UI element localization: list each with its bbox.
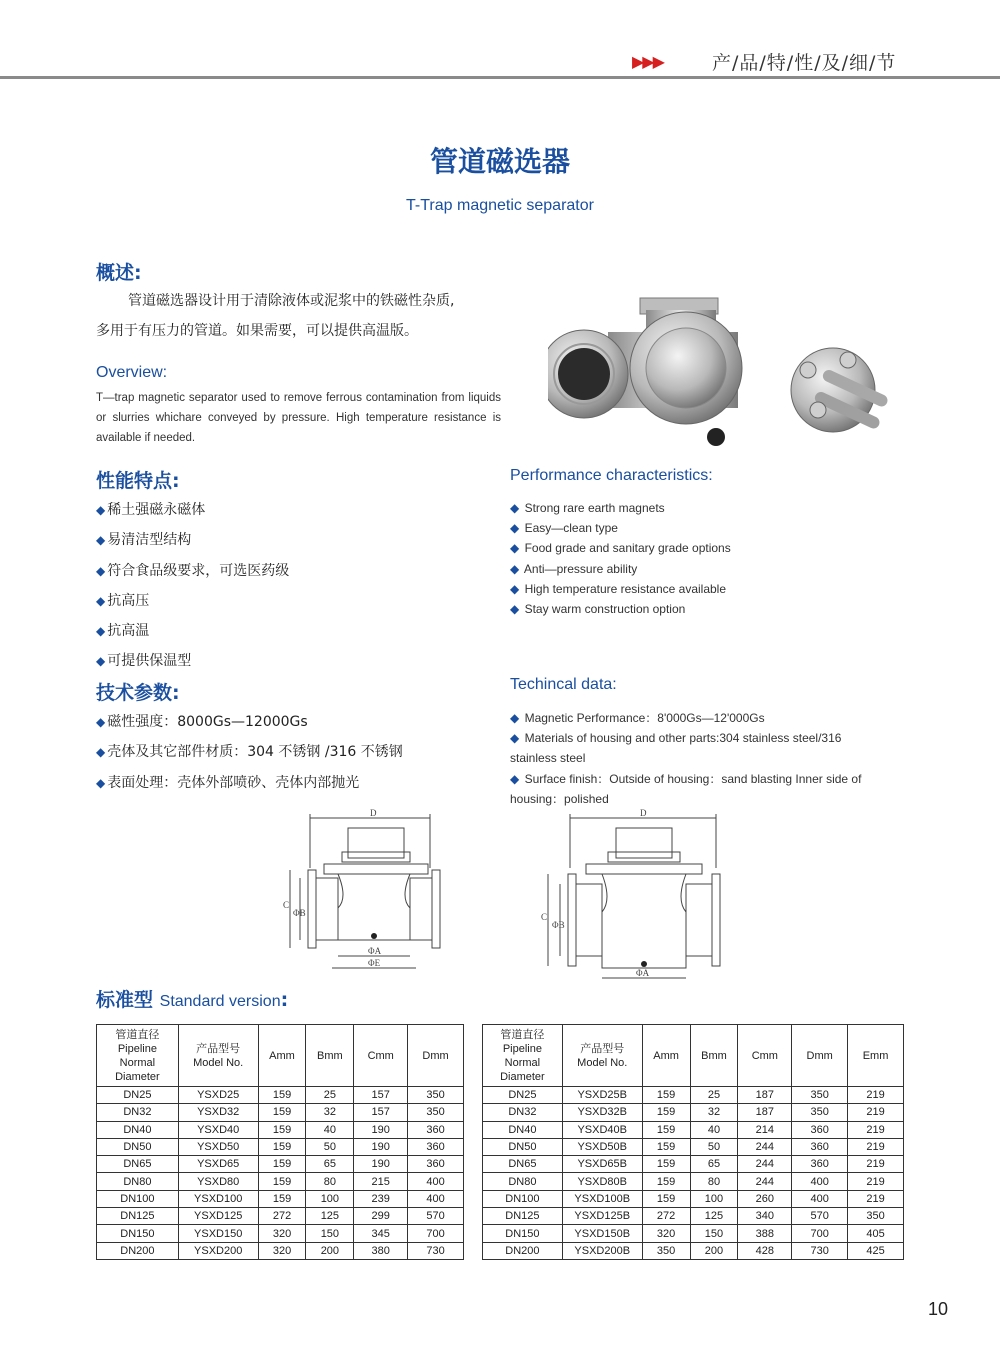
technical-heading-en: Techincal data: xyxy=(510,676,617,693)
table-cell: 425 xyxy=(848,1242,904,1259)
table-header-row xyxy=(483,1025,904,1087)
table-row xyxy=(483,1173,904,1190)
table-cell: 159 xyxy=(642,1104,690,1121)
table-cell: 400 xyxy=(408,1173,464,1190)
table-row xyxy=(97,1156,464,1173)
table-cell: 159 xyxy=(258,1190,306,1207)
table-row xyxy=(97,1173,464,1190)
table-cell: 350 xyxy=(408,1087,464,1104)
dim-label-a: ΦA xyxy=(636,968,650,978)
table-cell: DN125 xyxy=(97,1208,179,1225)
table-cell: YSXD25 xyxy=(178,1087,258,1104)
product-title-cn: 管道磁选器 xyxy=(429,145,570,178)
table-cell: DN32 xyxy=(483,1104,563,1121)
table-row xyxy=(97,1104,464,1121)
table-row xyxy=(97,1087,464,1104)
performance-list-cn xyxy=(96,500,289,682)
column-header: 产品型号 Model No. xyxy=(178,1025,258,1087)
table-cell: DN40 xyxy=(483,1121,563,1138)
table-cell: 159 xyxy=(642,1156,690,1173)
table-cell: 400 xyxy=(408,1190,464,1207)
table-cell: 190 xyxy=(354,1156,408,1173)
table-cell: 150 xyxy=(690,1225,738,1242)
table-cell: 159 xyxy=(258,1087,306,1104)
table-row xyxy=(483,1104,904,1121)
list-item: ◆ 壳体及其它部件材质：304 不锈钢 /316 不锈钢 xyxy=(96,744,403,761)
table-row xyxy=(97,1190,464,1207)
standard-heading: 标准型 Standard version: xyxy=(96,989,289,1011)
table-cell: 320 xyxy=(258,1225,306,1242)
diamond-bullet-icon: ◆ xyxy=(96,503,106,517)
table-row xyxy=(483,1225,904,1242)
table-row xyxy=(483,1087,904,1104)
table-cell: YSXD150B xyxy=(562,1225,642,1242)
column-header: Amm xyxy=(642,1025,690,1087)
diamond-bullet-icon: ◆ xyxy=(96,775,106,790)
table-cell: 360 xyxy=(792,1121,848,1138)
table-cell: 157 xyxy=(354,1087,408,1104)
table-cell: 80 xyxy=(690,1173,738,1190)
technical-list-cn xyxy=(96,712,403,803)
list-item: ◆ 表面处理：壳体外部喷砂、壳体内部抛光 xyxy=(96,774,360,791)
table-cell: 350 xyxy=(792,1104,848,1121)
table-cell: 380 xyxy=(354,1242,408,1259)
table-cell: YSXD65B xyxy=(562,1156,642,1173)
table-row xyxy=(97,1242,464,1259)
table-cell: 350 xyxy=(408,1104,464,1121)
table-cell: 219 xyxy=(848,1156,904,1173)
table-cell: 125 xyxy=(306,1208,354,1225)
table-cell: YSXD200B xyxy=(562,1242,642,1259)
table-cell: 299 xyxy=(354,1208,408,1225)
technical-heading-cn: 技术参数: xyxy=(96,682,180,704)
column-header: Dmm xyxy=(408,1025,464,1087)
list-item: ◆ 抗高压 xyxy=(96,592,150,609)
list-item: ◆ 易清洁型结构 xyxy=(96,532,192,549)
diamond-bullet-icon: ◆ xyxy=(510,771,520,786)
list-item: ◆ 可提供保温型 xyxy=(96,653,192,670)
table-cell: YSXD50B xyxy=(562,1138,642,1155)
table-cell: YSXD100B xyxy=(562,1190,642,1207)
list-item: ◆ Materials of housing and other parts:304 stainless steel/316 stainless steel xyxy=(510,731,842,766)
diamond-bullet-icon: ◆ xyxy=(510,561,520,576)
table-row xyxy=(483,1208,904,1225)
table-cell: YSXD65 xyxy=(178,1156,258,1173)
diamond-bullet-icon: ◆ xyxy=(510,711,520,725)
header-divider xyxy=(0,76,1000,79)
performance-heading-cn: 性能特点: xyxy=(96,470,180,492)
table-cell: YSXD80B xyxy=(562,1173,642,1190)
table-cell: 219 xyxy=(848,1121,904,1138)
overview-text-cn-line1: 管道磁选器设计用于清除液体或泥浆中的铁磁性杂质, xyxy=(128,293,455,309)
table-cell: 125 xyxy=(690,1208,738,1225)
table-cell: 215 xyxy=(354,1173,408,1190)
table-cell: 40 xyxy=(306,1121,354,1138)
table-cell: 570 xyxy=(408,1208,464,1225)
diamond-bullet-icon: ◆ xyxy=(510,601,520,616)
table-cell: 730 xyxy=(792,1242,848,1259)
list-item: ◆ Easy—clean type xyxy=(510,521,618,536)
table-cell: DN65 xyxy=(97,1156,179,1173)
table-cell: DN40 xyxy=(97,1121,179,1138)
performance-list-en xyxy=(510,498,731,619)
table-cell: 200 xyxy=(306,1242,354,1259)
table-cell: 159 xyxy=(258,1156,306,1173)
table-cell: 428 xyxy=(738,1242,792,1259)
overview-text-cn xyxy=(96,286,506,346)
column-header: Dmm xyxy=(792,1025,848,1087)
table-cell: 159 xyxy=(258,1173,306,1190)
table-header-row xyxy=(97,1025,464,1087)
table-cell: YSXD50 xyxy=(178,1138,258,1155)
list-item: ◆ 稀土强磁永磁体 xyxy=(96,502,206,518)
drawing-standard xyxy=(280,808,460,978)
table-cell: 219 xyxy=(848,1190,904,1207)
table-cell: DN50 xyxy=(97,1138,179,1155)
table-cell: 345 xyxy=(354,1225,408,1242)
table-cell: YSXD125B xyxy=(562,1208,642,1225)
header-arrows-icon: ▶▶▶ xyxy=(632,52,663,71)
table-cell: 388 xyxy=(738,1225,792,1242)
table-cell: 100 xyxy=(306,1190,354,1207)
table-cell: DN25 xyxy=(97,1087,179,1104)
table-cell: 244 xyxy=(738,1156,792,1173)
table-cell: DN200 xyxy=(97,1242,179,1259)
column-header: Bmm xyxy=(690,1025,738,1087)
list-item: ◆ 磁性强度：8000Gs—12000Gs xyxy=(96,714,308,730)
table-cell: DN100 xyxy=(483,1190,563,1207)
list-item: ◆ Magnetic Performance：8'000Gs—12'000Gs xyxy=(510,711,765,725)
diamond-bullet-icon: ◆ xyxy=(96,593,106,608)
table-cell: 350 xyxy=(792,1087,848,1104)
table-cell: 190 xyxy=(354,1121,408,1138)
diamond-bullet-icon: ◆ xyxy=(96,563,106,578)
table-row xyxy=(97,1225,464,1242)
diamond-bullet-icon: ◆ xyxy=(96,654,106,669)
table-cell: 350 xyxy=(642,1242,690,1259)
list-item: ◆ Strong rare earth magnets xyxy=(510,501,665,515)
overview-text-en: T—trap magnetic separator used to remove ferrous contamination from liquids or slurries whichare conveyed by pressure. High temperature resistance is available if needed. xyxy=(96,392,501,444)
table-cell: 65 xyxy=(306,1156,354,1173)
product-photo xyxy=(548,290,908,460)
table-cell: 400 xyxy=(792,1173,848,1190)
table-cell: 190 xyxy=(354,1138,408,1155)
diamond-bullet-icon: ◆ xyxy=(510,731,520,746)
table-cell: YSXD80 xyxy=(178,1173,258,1190)
table-cell: 159 xyxy=(258,1138,306,1155)
performance-heading-en: Performance characteristics: xyxy=(510,467,713,484)
table-row xyxy=(483,1190,904,1207)
table-cell: DN50 xyxy=(483,1138,563,1155)
technical-list-en xyxy=(510,708,890,809)
table-cell: 159 xyxy=(642,1121,690,1138)
product-title-en: T-Trap magnetic separator xyxy=(406,197,594,214)
table-cell: DN200 xyxy=(483,1242,563,1259)
column-header: Emm xyxy=(848,1025,904,1087)
table-cell: YSXD40B xyxy=(562,1121,642,1138)
diamond-bullet-icon: ◆ xyxy=(510,581,520,596)
table-cell: 219 xyxy=(848,1087,904,1104)
overview-heading-cn: 概述: xyxy=(96,262,142,284)
table-cell: 360 xyxy=(408,1138,464,1155)
table-cell: 50 xyxy=(690,1138,738,1155)
table-cell: 244 xyxy=(738,1138,792,1155)
table-cell: 260 xyxy=(738,1190,792,1207)
diamond-bullet-icon: ◆ xyxy=(96,533,106,548)
table-cell: DN125 xyxy=(483,1208,563,1225)
diamond-bullet-icon: ◆ xyxy=(510,521,520,536)
list-item: ◆ Surface finish：Outside of housing：sand blasting Inner side of housing：polished xyxy=(510,771,862,806)
table-cell: 700 xyxy=(408,1225,464,1242)
table-cell: DN150 xyxy=(483,1225,563,1242)
table-cell: YSXD40 xyxy=(178,1121,258,1138)
diamond-bullet-icon: ◆ xyxy=(96,745,106,760)
dim-label-b: ΦB xyxy=(552,920,565,930)
table-cell: 159 xyxy=(642,1087,690,1104)
table-cell: 25 xyxy=(690,1087,738,1104)
table-cell: 405 xyxy=(848,1225,904,1242)
table-cell: YSXD125 xyxy=(178,1208,258,1225)
table-cell: DN150 xyxy=(97,1225,179,1242)
drawing-b-version xyxy=(538,808,738,983)
spec-table-b-version xyxy=(482,1024,904,1260)
list-item: ◆ Anti—pressure ability xyxy=(510,561,638,576)
table-cell: YSXD200 xyxy=(178,1242,258,1259)
table-cell: 272 xyxy=(258,1208,306,1225)
table-cell: 159 xyxy=(258,1104,306,1121)
table-cell: 350 xyxy=(848,1208,904,1225)
table-cell: 159 xyxy=(642,1138,690,1155)
table-cell: DN100 xyxy=(97,1190,179,1207)
table-cell: 214 xyxy=(738,1121,792,1138)
table-cell: 50 xyxy=(306,1138,354,1155)
dim-label-e: ΦE xyxy=(368,958,381,968)
column-header: 产品型号 Model No. xyxy=(562,1025,642,1087)
table-cell: 570 xyxy=(792,1208,848,1225)
table-row xyxy=(97,1138,464,1155)
table-row xyxy=(97,1208,464,1225)
page-header xyxy=(0,38,1000,78)
table-row xyxy=(483,1156,904,1173)
list-item: ◆ 符合食品级要求，可选医药级 xyxy=(96,562,290,579)
table-cell: 320 xyxy=(258,1242,306,1259)
header-title: 产/品/特/性/及/细/节 xyxy=(712,52,897,74)
table-row xyxy=(483,1138,904,1155)
table-cell: 360 xyxy=(792,1138,848,1155)
overview-heading-en: Overview: xyxy=(96,364,168,381)
table-cell: YSXD25B xyxy=(562,1087,642,1104)
list-item: ◆ Stay warm construction option xyxy=(510,601,686,616)
table-cell: DN80 xyxy=(97,1173,179,1190)
table-cell: 157 xyxy=(354,1104,408,1121)
column-header: Cmm xyxy=(738,1025,792,1087)
spec-table-standard xyxy=(96,1024,464,1260)
table-cell: 360 xyxy=(408,1156,464,1173)
table-cell: 219 xyxy=(848,1104,904,1121)
table-cell: 32 xyxy=(306,1104,354,1121)
overview-text-cn-line2: 多用于有压力的管道。如果需要，可以提供高温版。 xyxy=(96,323,418,339)
table-cell: 360 xyxy=(792,1156,848,1173)
column-header: Cmm xyxy=(354,1025,408,1087)
table-cell: 32 xyxy=(690,1104,738,1121)
dim-label-c: C xyxy=(541,912,548,922)
table-cell: 200 xyxy=(690,1242,738,1259)
table-cell: 730 xyxy=(408,1242,464,1259)
table-cell: 219 xyxy=(848,1138,904,1155)
diamond-bullet-icon: ◆ xyxy=(510,501,520,515)
dim-label-d: D xyxy=(370,808,377,818)
table-cell: 159 xyxy=(258,1121,306,1138)
table-cell: 219 xyxy=(848,1173,904,1190)
table-cell: 150 xyxy=(306,1225,354,1242)
table-cell: 700 xyxy=(792,1225,848,1242)
column-header: Bmm xyxy=(306,1025,354,1087)
table-row xyxy=(483,1242,904,1259)
table-cell: YSXD32B xyxy=(562,1104,642,1121)
table-cell: 320 xyxy=(642,1225,690,1242)
dim-label-b: ΦB xyxy=(293,908,306,918)
table-cell: 159 xyxy=(642,1190,690,1207)
column-header: 管道直径 Pipeline Normal Diameter xyxy=(483,1025,563,1087)
list-item: ◆ High temperature resistance available xyxy=(510,581,727,596)
table-cell: YSXD100 xyxy=(178,1190,258,1207)
table-cell: 340 xyxy=(738,1208,792,1225)
page-number: 10 xyxy=(928,1299,949,1319)
table-cell: 272 xyxy=(642,1208,690,1225)
dim-label-c: C xyxy=(283,900,290,910)
table-cell: 187 xyxy=(738,1104,792,1121)
table-cell: 40 xyxy=(690,1121,738,1138)
table-cell: 360 xyxy=(408,1121,464,1138)
table-cell: 244 xyxy=(738,1173,792,1190)
table-cell: 159 xyxy=(642,1173,690,1190)
table-cell: DN80 xyxy=(483,1173,563,1190)
table-cell: DN65 xyxy=(483,1156,563,1173)
diamond-bullet-icon: ◆ xyxy=(96,624,106,639)
table-cell: 400 xyxy=(792,1190,848,1207)
table-row xyxy=(483,1121,904,1138)
list-item: ◆ Food grade and sanitary grade options xyxy=(510,541,731,556)
column-header: Amm xyxy=(258,1025,306,1087)
table-cell: 25 xyxy=(306,1087,354,1104)
table-cell: 80 xyxy=(306,1173,354,1190)
column-header: 管道直径 Pipeline Normal Diameter xyxy=(97,1025,179,1087)
dim-label-a: ΦA xyxy=(368,946,382,956)
table-cell: 65 xyxy=(690,1156,738,1173)
table-cell: DN25 xyxy=(483,1087,563,1104)
table-cell: YSXD32 xyxy=(178,1104,258,1121)
diamond-bullet-icon: ◆ xyxy=(96,715,106,729)
table-cell: 187 xyxy=(738,1087,792,1104)
diamond-bullet-icon: ◆ xyxy=(510,541,520,556)
table-cell: 239 xyxy=(354,1190,408,1207)
table-cell: DN32 xyxy=(97,1104,179,1121)
list-item: ◆ 抗高温 xyxy=(96,623,150,640)
table-cell: YSXD150 xyxy=(178,1225,258,1242)
table-row xyxy=(97,1121,464,1138)
dim-label-d: D xyxy=(640,808,647,818)
table-cell: 100 xyxy=(690,1190,738,1207)
